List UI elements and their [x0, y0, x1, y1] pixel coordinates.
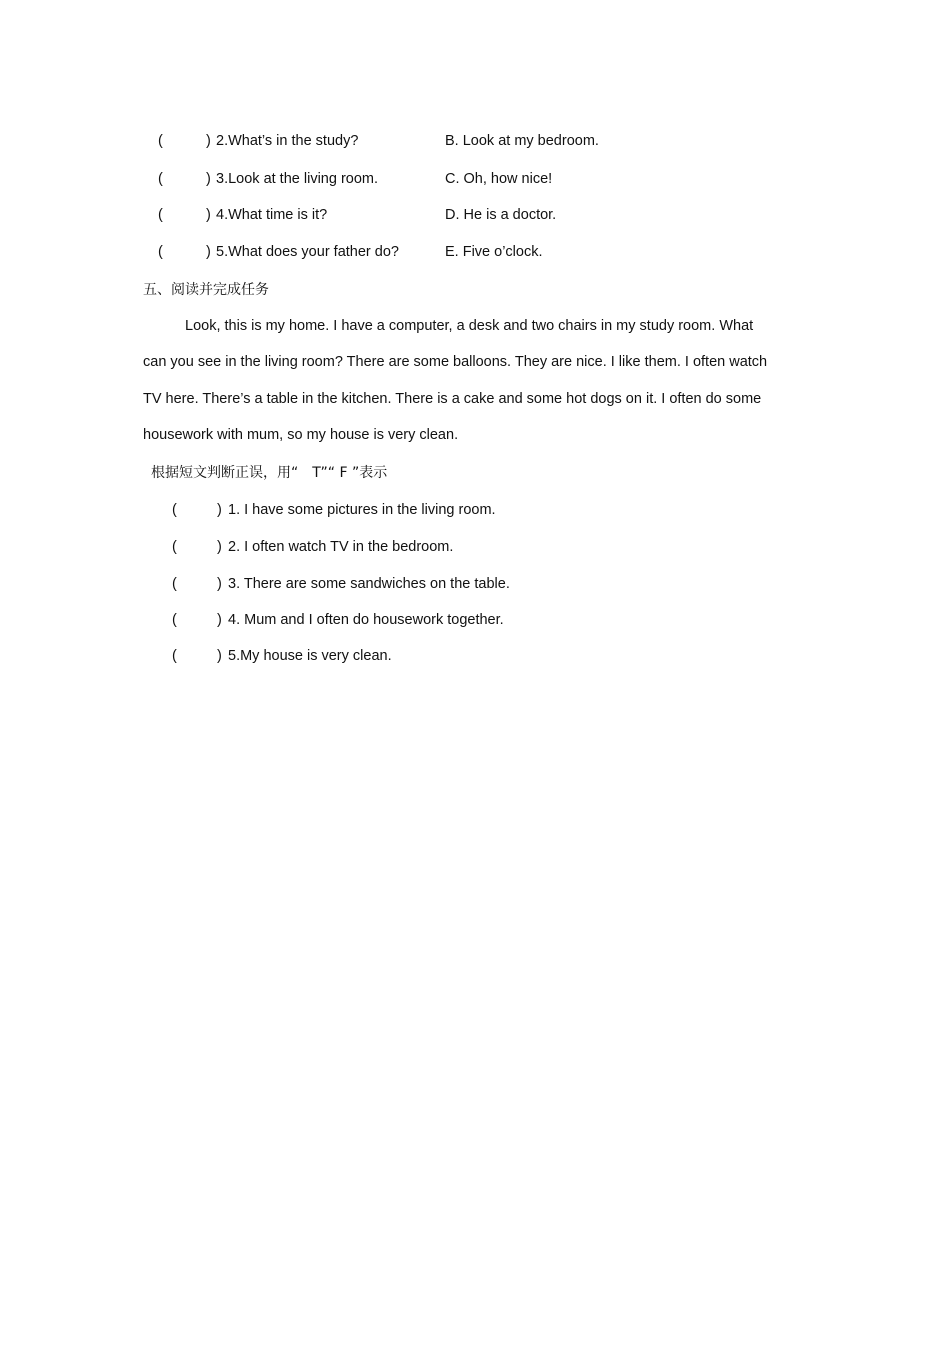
passage-line: TV here. There’s a table in the kitchen. There is a cake and some hot dogs on it. I often do some [143, 391, 762, 407]
section-heading: 五、阅读并完成任务 [143, 282, 269, 298]
matching-answer: E. Five o’clock. [445, 244, 543, 260]
answer-blank-close: ) [217, 576, 222, 592]
answer-blank-close: ) [206, 133, 211, 149]
matching-answer: B. Look at my bedroom. [445, 133, 599, 149]
answer-blank-open[interactable]: ( [172, 648, 177, 664]
answer-blank-close: ) [206, 244, 211, 260]
statement-text: 2. I often watch TV in the bedroom. [228, 539, 454, 555]
answer-blank-open[interactable]: ( [158, 133, 163, 149]
answer-blank-close: ) [217, 539, 222, 555]
task-instruction: 根据短文判断正误，用“ T”“ F ”表示 [151, 465, 388, 481]
passage-line: can you see in the living room? There are some balloons. They are nice. I like them. I often watch [143, 354, 768, 370]
answer-blank-open[interactable]: ( [158, 171, 163, 187]
answer-blank-open[interactable]: ( [172, 539, 177, 555]
answer-blank-close: ) [206, 171, 211, 187]
answer-blank-open[interactable]: ( [158, 207, 163, 223]
answer-blank-close: ) [217, 502, 222, 518]
answer-blank-close: ) [217, 648, 222, 664]
matching-question: 3.Look at the living room. [216, 171, 379, 187]
passage-line: housework with mum, so my house is very clean. [143, 427, 459, 443]
passage-line: Look, this is my home. I have a computer, a desk and two chairs in my study room. What [185, 318, 754, 334]
statement-text: 3. There are some sandwiches on the table. [228, 576, 510, 592]
answer-blank-close: ) [217, 612, 222, 628]
answer-blank-open[interactable]: ( [172, 576, 177, 592]
answer-blank-close: ) [206, 207, 211, 223]
statement-text: 5.My house is very clean. [228, 648, 392, 664]
statement-text: 1. I have some pictures in the living room. [228, 502, 496, 518]
answer-blank-open[interactable]: ( [172, 612, 177, 628]
matching-question: 4.What time is it? [216, 207, 328, 223]
answer-blank-open[interactable]: ( [158, 244, 163, 260]
matching-question: 5.What does your father do? [216, 244, 399, 260]
statement-text: 4. Mum and I often do housework together. [228, 612, 504, 628]
matching-answer: C. Oh, how nice! [445, 171, 553, 187]
matching-question: 2.What’s in the study? [216, 133, 359, 149]
matching-answer: D. He is a doctor. [445, 207, 557, 223]
answer-blank-open[interactable]: ( [172, 502, 177, 518]
